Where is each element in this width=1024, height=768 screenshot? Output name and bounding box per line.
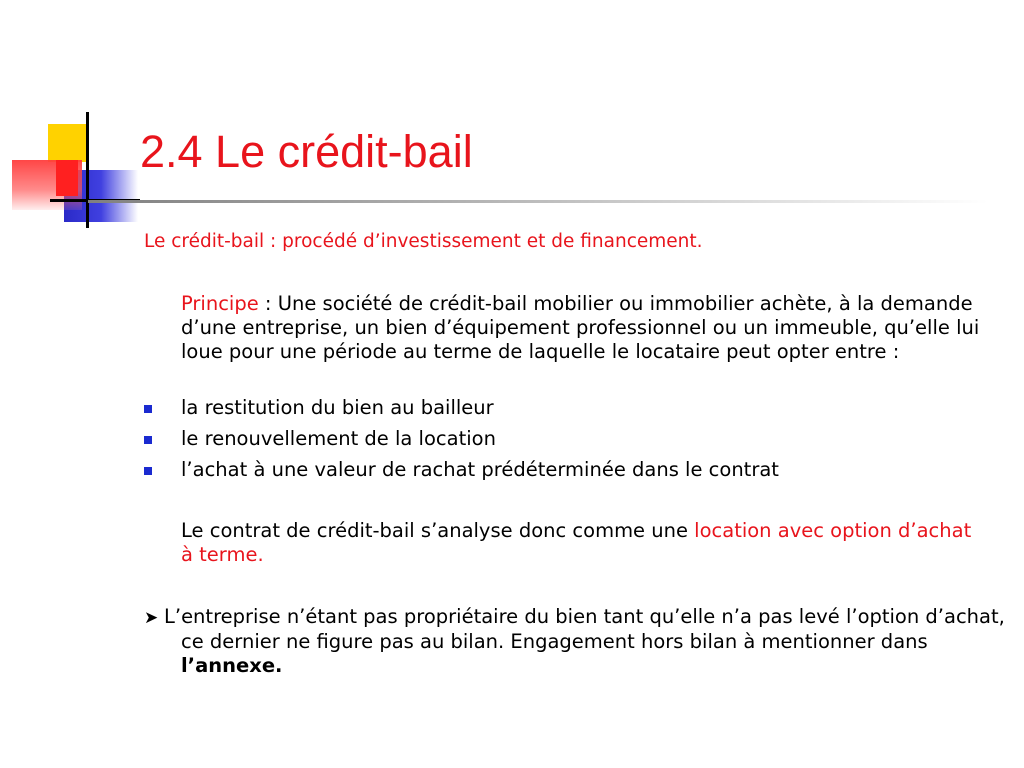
conclusion-paragraph bbox=[181, 519, 981, 567]
note-bold: l’annexe. bbox=[181, 654, 283, 677]
note-text: L’entreprise n’étant pas propriétaire du bien tant qu’elle n’a pas levé l’option d’achat, ce dernier ne figure pas au bilan. Engagement hors bilan à mentionner dans bbox=[164, 605, 1005, 653]
conclusion-highlight: location avec option d’achat à terme. bbox=[181, 519, 972, 566]
arrow-icon: ➤ bbox=[144, 608, 159, 628]
yellow-square bbox=[48, 124, 88, 162]
list-item bbox=[144, 458, 779, 489]
decorative-squares bbox=[0, 0, 140, 240]
slide-title: 2.4 Le crédit-bail bbox=[140, 126, 473, 177]
square-bullet-icon bbox=[144, 405, 152, 413]
list-item bbox=[144, 427, 779, 458]
conclusion-text: Le contrat de crédit-bail s’analyse donc comme une bbox=[181, 519, 695, 542]
principe-paragraph bbox=[181, 292, 1001, 364]
list-item-text: la restitution du bien au bailleur bbox=[181, 396, 494, 419]
red-square-accent bbox=[56, 160, 78, 196]
square-bullet-icon bbox=[144, 467, 152, 475]
square-bullet-icon bbox=[144, 436, 152, 444]
list-item-text: le renouvellement de la location bbox=[181, 427, 496, 450]
principe-label: Principe bbox=[181, 292, 259, 315]
title-underline bbox=[88, 200, 988, 203]
options-list bbox=[144, 396, 779, 489]
list-item-text: l’achat à une valeur de rachat prédéterminée dans le contrat bbox=[181, 458, 779, 481]
vertical-line bbox=[86, 112, 89, 228]
intro-text: Le crédit-bail : procédé d’investissement et de financement. bbox=[144, 231, 703, 252]
note-paragraph bbox=[144, 605, 1011, 678]
principe-text: : Une société de crédit-bail mobilier ou immobilier achète, à la demande d’une entreprise, un bien d’équipement professionnel ou un immeuble, qu’elle lui loue pour une période au terme de laquelle le locataire peut opter entre : bbox=[181, 292, 980, 363]
list-item bbox=[144, 396, 779, 427]
